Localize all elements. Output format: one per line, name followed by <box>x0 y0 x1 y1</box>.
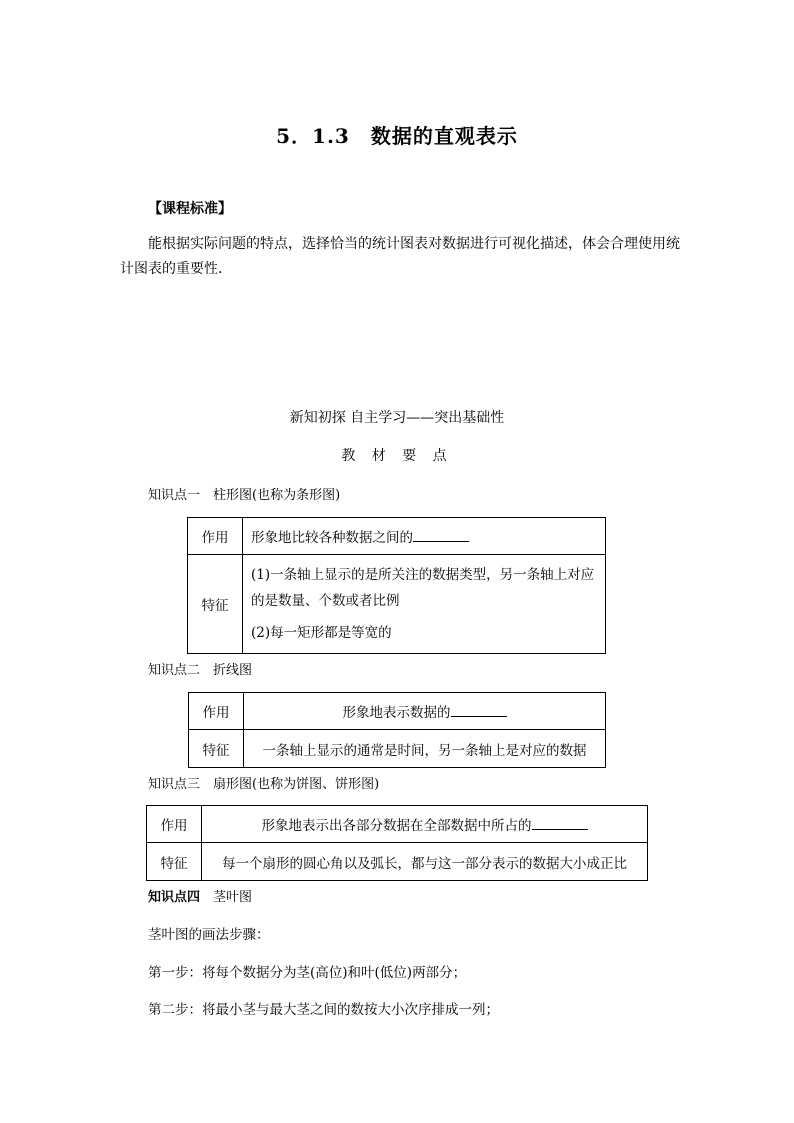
table-row-content <box>244 693 606 730</box>
page-title: 5．1.3 数据的直观表示 <box>276 124 518 148</box>
table-row-label: 特征 <box>189 730 244 768</box>
kp4-title-bold: 知识点四 <box>148 890 201 905</box>
table-row-content <box>243 555 606 654</box>
table-row-label: 特征 <box>188 555 243 654</box>
fill-in-blank <box>451 704 507 717</box>
kp4-title-rest: 茎叶图 <box>200 890 253 905</box>
table-row-content: 一条轴上显示的通常是时间，另一条轴上是对应的数据 <box>244 730 606 768</box>
table-row-label: 作用 <box>188 518 243 555</box>
kp1-feature-2: (2)每一矩形都是等宽的 <box>251 625 392 641</box>
step-1: 第一步：将每个数据分为茎(高位)和叶(低位)两部分； <box>148 965 467 981</box>
course-standard-text: 能根据实际问题的特点，选择恰当的统计图表对数据进行可视化描述，体会合理使用统计图表的重要性． <box>120 236 680 277</box>
kp3-function-text: 形象地表示出各部分数据在全部数据中所占的 <box>261 818 532 834</box>
steps-intro: 茎叶图的画法步骤： <box>148 927 270 943</box>
kp1-function-text: 形象地比较各种数据之间的 <box>251 530 413 546</box>
knowledge-point-2-title: 知识点二 折线图 <box>148 663 253 678</box>
knowledge-point-2-table <box>188 692 606 768</box>
table-row-label: 特征 <box>147 843 202 881</box>
fill-in-blank <box>532 817 588 830</box>
kp1-feature-1: (1)一条轴上显示的是所关注的数据类型，另一条轴上对应的是数量、个数或者比例 <box>251 567 595 609</box>
knowledge-point-3-title: 知识点三 扇形图(也称为饼图、饼形图) <box>148 777 380 792</box>
course-standard-heading: 【课程标准】 <box>148 201 232 217</box>
knowledge-point-3-table <box>146 805 648 881</box>
kp2-function-text: 形象地表示数据的 <box>342 705 451 721</box>
knowledge-point-1-table <box>187 517 606 654</box>
subsection-title: 教 材 要 点 <box>341 448 453 464</box>
knowledge-point-1-title: 知识点一 柱形图(也称为条形图) <box>148 488 341 503</box>
table-row-content <box>243 518 606 555</box>
section-title: 新知初探 自主学习——突出基础性 <box>289 410 505 426</box>
table-row-content: 每一个扇形的圆心角以及弧长，都与这一部分表示的数据大小成正比 <box>202 843 648 881</box>
table-row-label: 作用 <box>189 693 244 730</box>
step-2: 第二步：将最小茎与最大茎之间的数按大小次序排成一列； <box>148 1002 499 1018</box>
knowledge-point-4-title <box>148 886 252 905</box>
table-row-label: 作用 <box>147 806 202 843</box>
table-row-content <box>202 806 648 843</box>
fill-in-blank <box>413 529 469 542</box>
